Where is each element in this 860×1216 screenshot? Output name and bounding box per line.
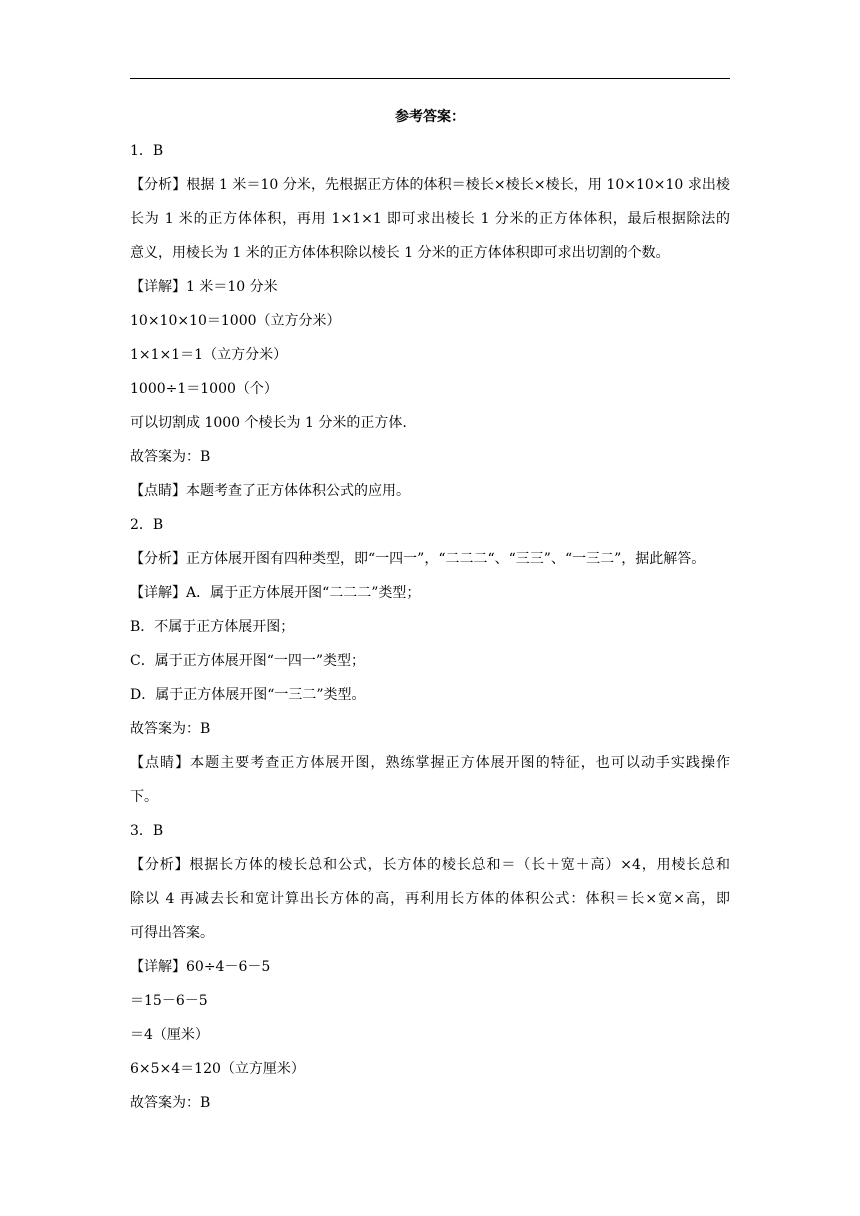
q2-comment-line-2: 下。: [130, 789, 158, 805]
q1-analysis-label: 【分析】: [130, 177, 187, 193]
q1-answer: 故答案为：B: [130, 449, 211, 465]
q3-analysis-label: 【分析】: [130, 857, 190, 873]
q2-analysis: [130, 542, 730, 576]
q3-detail: 【详解】60÷4－6－5: [130, 959, 271, 975]
answer-document: [130, 100, 730, 1120]
q2-detail-label: 【详解】: [130, 585, 186, 601]
q2-step-2: C．属于正方体展开图“一四一”类型；: [130, 653, 366, 669]
q1-comment-label: 【点睛】: [130, 483, 186, 499]
q2-comment: [130, 746, 730, 814]
q2-analysis-line-1: 【分析】正方体展开图有四种类型，即“一四一”，“二二二“、“三三”、“一三二”，据此解答。: [130, 551, 706, 567]
q1-detail-label: 【详解】: [130, 279, 186, 295]
q2-number: 2．B: [130, 517, 164, 533]
q1-step-2: 1×1×1＝1（立方分米）: [130, 347, 288, 363]
q1-analysis-line-1: 【分析】根据 1 米＝10 分米，先根据正方体的体积＝棱长×棱长×棱长，用 10×10×10 求出棱: [130, 177, 730, 193]
q3-answer: 故答案为：B: [130, 1095, 211, 1111]
q3-step-1: ＝15－6－5: [130, 993, 208, 1009]
q1-step-1: 10×10×10＝1000（立方分米）: [130, 313, 341, 329]
q2-comment-label: 【点睛】: [130, 755, 191, 771]
header-rule: [130, 78, 730, 79]
q3-analysis-line-2: 除以 4 再减去长和宽计算出长方体的高，再利用长方体的体积公式：体积＝长×宽×高，即: [130, 891, 730, 907]
q2-analysis-label: 【分析】: [130, 551, 186, 567]
q3-step-2: ＝4（厘米）: [130, 1027, 209, 1043]
q1-step-3: 1000÷1＝1000（个）: [130, 381, 278, 397]
q2-step-3: D．属于正方体展开图“一三二”类型。: [130, 687, 366, 703]
page-title: 参考答案：: [395, 109, 465, 125]
q3-step-3: 6×5×4＝120（立方厘米）: [130, 1061, 305, 1077]
q1-analysis-line-2: 长为 1 米的正方体体积，再用 1×1×1 即可求出棱长 1 分米的正方体体积，最后根据除法的: [130, 211, 730, 227]
q2-comment-line-1: 【点睛】本题主要考查正方体展开图，熟练掌握正方体展开图的特征，也可以动手实践操作: [130, 755, 731, 771]
q1-analysis-line-3: 意义，用棱长为 1 米的正方体体积除以棱长 1 分米的正方体体积即可求出切割的个数。: [130, 245, 670, 261]
q1-number: 1．B: [130, 143, 164, 159]
q3-detail-label: 【详解】: [130, 959, 186, 975]
q1-step-4: 可以切割成 1000 个棱长为 1 分米的正方体.: [130, 415, 407, 431]
q1-comment: 【点睛】本题考查了正方体体积公式的应用。: [130, 483, 410, 499]
q1-detail: 【详解】1 米＝10 分米: [130, 279, 278, 295]
q3-analysis-line-3: 可得出答案。: [130, 925, 214, 941]
q2-answer: 故答案为：B: [130, 721, 211, 737]
q3-number: 3．B: [130, 823, 164, 839]
q3-analysis-line-1: 【分析】根据长方体的棱长总和公式，长方体的棱长总和＝（长＋宽＋高）×4，用棱长总和: [130, 857, 730, 873]
q2-detail: 【详解】A．属于正方体展开图“二二二”类型；: [130, 585, 421, 601]
q3-analysis: [130, 848, 730, 950]
q2-step-1: B．不属于正方体展开图；: [130, 619, 295, 635]
q1-analysis: [130, 168, 730, 270]
